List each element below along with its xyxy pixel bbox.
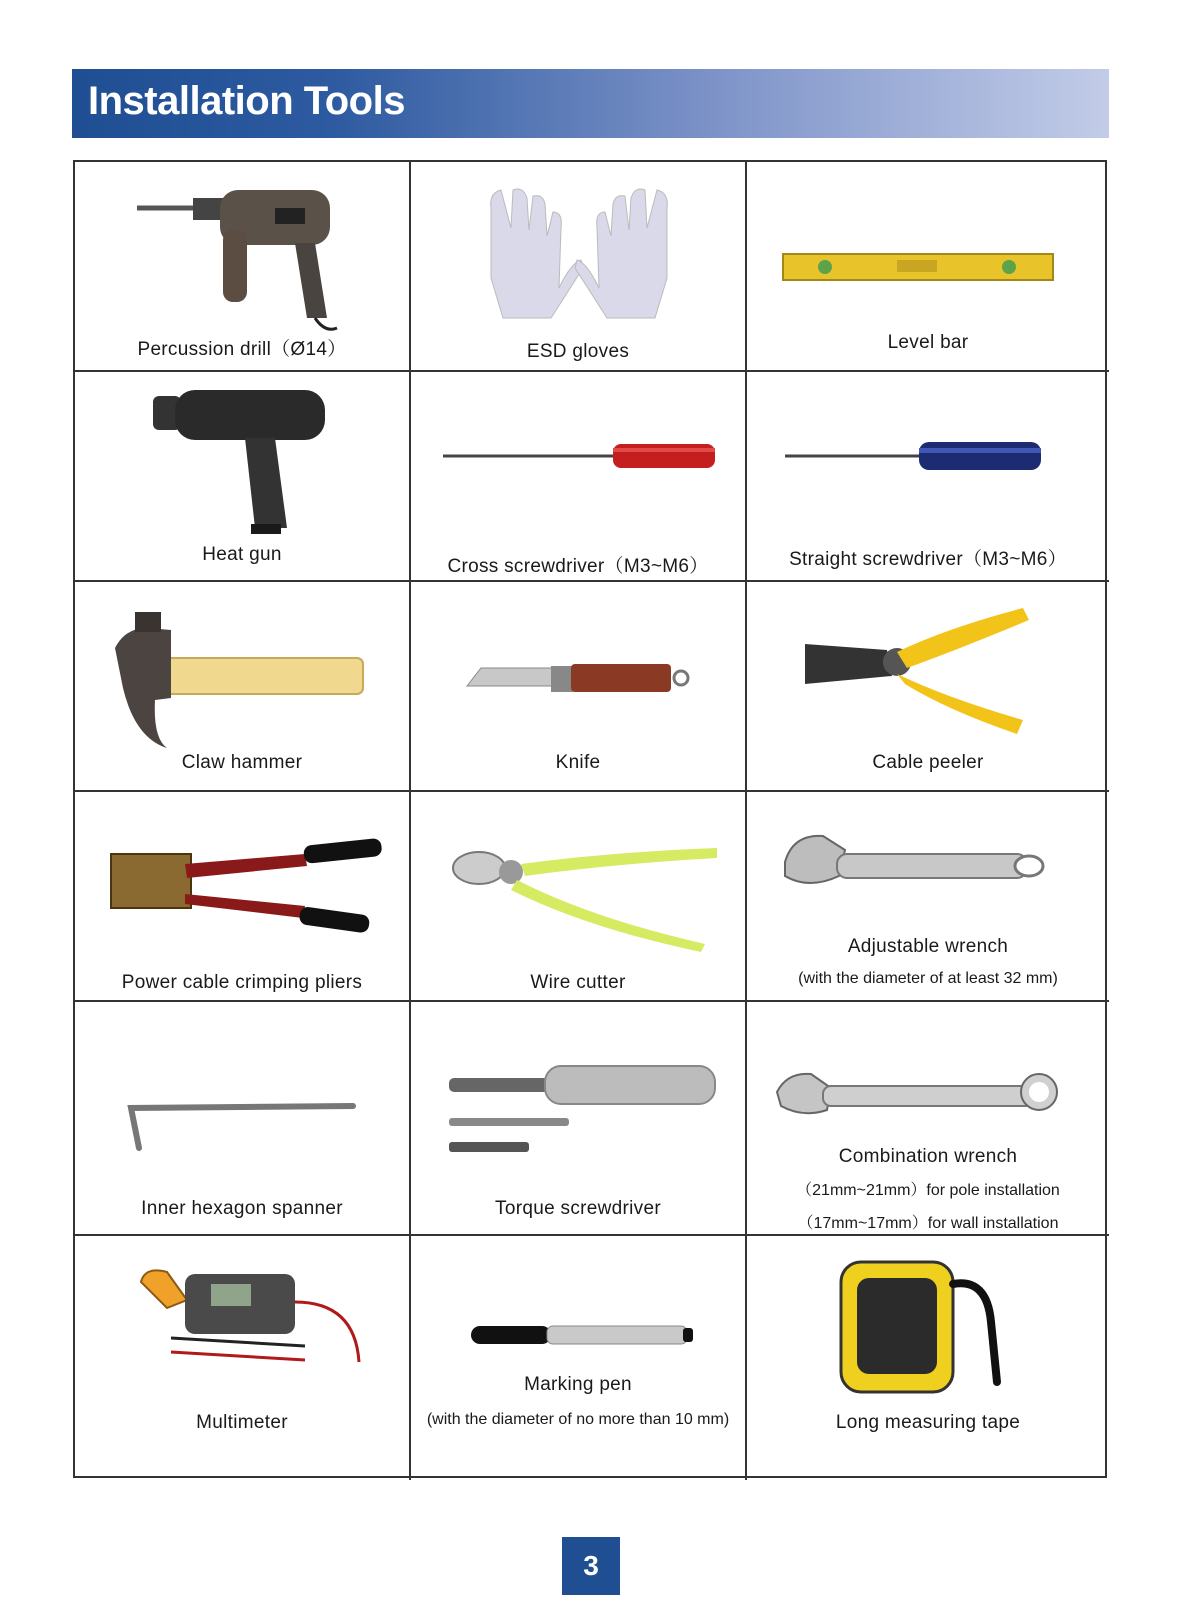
tool-note: （17mm~17mm）for wall installation: [797, 1215, 1059, 1232]
tool-cell: [747, 1236, 1109, 1480]
esd-gloves-icon: [411, 168, 747, 338]
tool-caption: Cross screwdriver（M3~M6）: [447, 556, 709, 577]
tool-cell: [411, 1002, 747, 1236]
percussion-drill-icon: [75, 168, 411, 338]
tool-caption: Inner hexagon spanner: [141, 1198, 343, 1219]
tool-cell: [411, 582, 747, 792]
tool-cell: [75, 792, 411, 1002]
header-banner: [72, 69, 1109, 138]
tool-cell: [747, 792, 1109, 1002]
cable-peeler-icon: [747, 588, 1109, 758]
crimping-pliers-icon: [75, 798, 411, 968]
tool-note: (with the diameter of at least 32 mm): [798, 970, 1058, 987]
tool-caption: Heat gun: [202, 544, 282, 565]
claw-hammer-icon: [75, 588, 411, 758]
tool-caption: Knife: [555, 752, 601, 773]
tool-caption: Straight screwdriver（M3~M6）: [789, 549, 1067, 570]
tool-cell: [75, 582, 411, 792]
tools-grid: [73, 160, 1107, 1478]
tool-caption: Percussion drill（Ø14）: [137, 339, 347, 360]
torque-screwdriver-icon: [411, 1008, 747, 1188]
tool-caption: Level bar: [887, 332, 969, 353]
tool-caption: Torque screwdriver: [495, 1198, 661, 1219]
tool-caption: Multimeter: [196, 1412, 288, 1433]
tool-note: (with the diameter of no more than 10 mm): [426, 1411, 730, 1428]
measuring-tape-icon: [747, 1242, 1109, 1412]
page-title: Installation Tools: [88, 79, 405, 123]
tool-caption: Marking pen: [524, 1374, 632, 1395]
tool-caption: Wire cutter: [530, 972, 626, 993]
tool-caption: Claw hammer: [181, 752, 303, 773]
tool-cell: [411, 162, 747, 372]
tool-cell: [75, 162, 411, 372]
tool-note: （21mm~21mm）for pole installation: [796, 1182, 1060, 1199]
tool-cell: [747, 582, 1109, 792]
tool-caption: Adjustable wrench: [847, 936, 1009, 957]
tool-cell: [747, 162, 1109, 372]
multimeter-icon: [75, 1242, 411, 1432]
marking-pen-icon: [411, 1242, 747, 1372]
combination-wrench-icon: [747, 1008, 1109, 1138]
tool-caption: Long measuring tape: [835, 1412, 1021, 1433]
tool-cell: [747, 372, 1109, 582]
adjustable-wrench-icon: [747, 798, 1109, 948]
tool-caption: ESD gloves: [526, 341, 630, 362]
tool-cell: [747, 1002, 1109, 1236]
tool-caption: Power cable crimping pliers: [121, 972, 363, 993]
page-number: 3: [562, 1537, 620, 1595]
straight-screwdriver-icon: [747, 378, 1109, 548]
hex-spanner-icon: [75, 1008, 411, 1188]
tool-cell: [75, 1002, 411, 1236]
tool-caption: Cable peeler: [872, 752, 984, 773]
tool-cell: [411, 372, 747, 582]
heat-gun-icon: [75, 378, 411, 548]
tool-cell: [75, 372, 411, 582]
tool-cell: [411, 1236, 747, 1480]
cross-screwdriver-icon: [411, 378, 747, 548]
level-bar-icon: [747, 168, 1109, 338]
tool-cell: [75, 1236, 411, 1480]
tool-cell: [411, 792, 747, 1002]
wire-cutter-icon: [411, 798, 747, 968]
tool-caption: Combination wrench: [838, 1146, 1018, 1167]
knife-icon: [411, 588, 747, 758]
